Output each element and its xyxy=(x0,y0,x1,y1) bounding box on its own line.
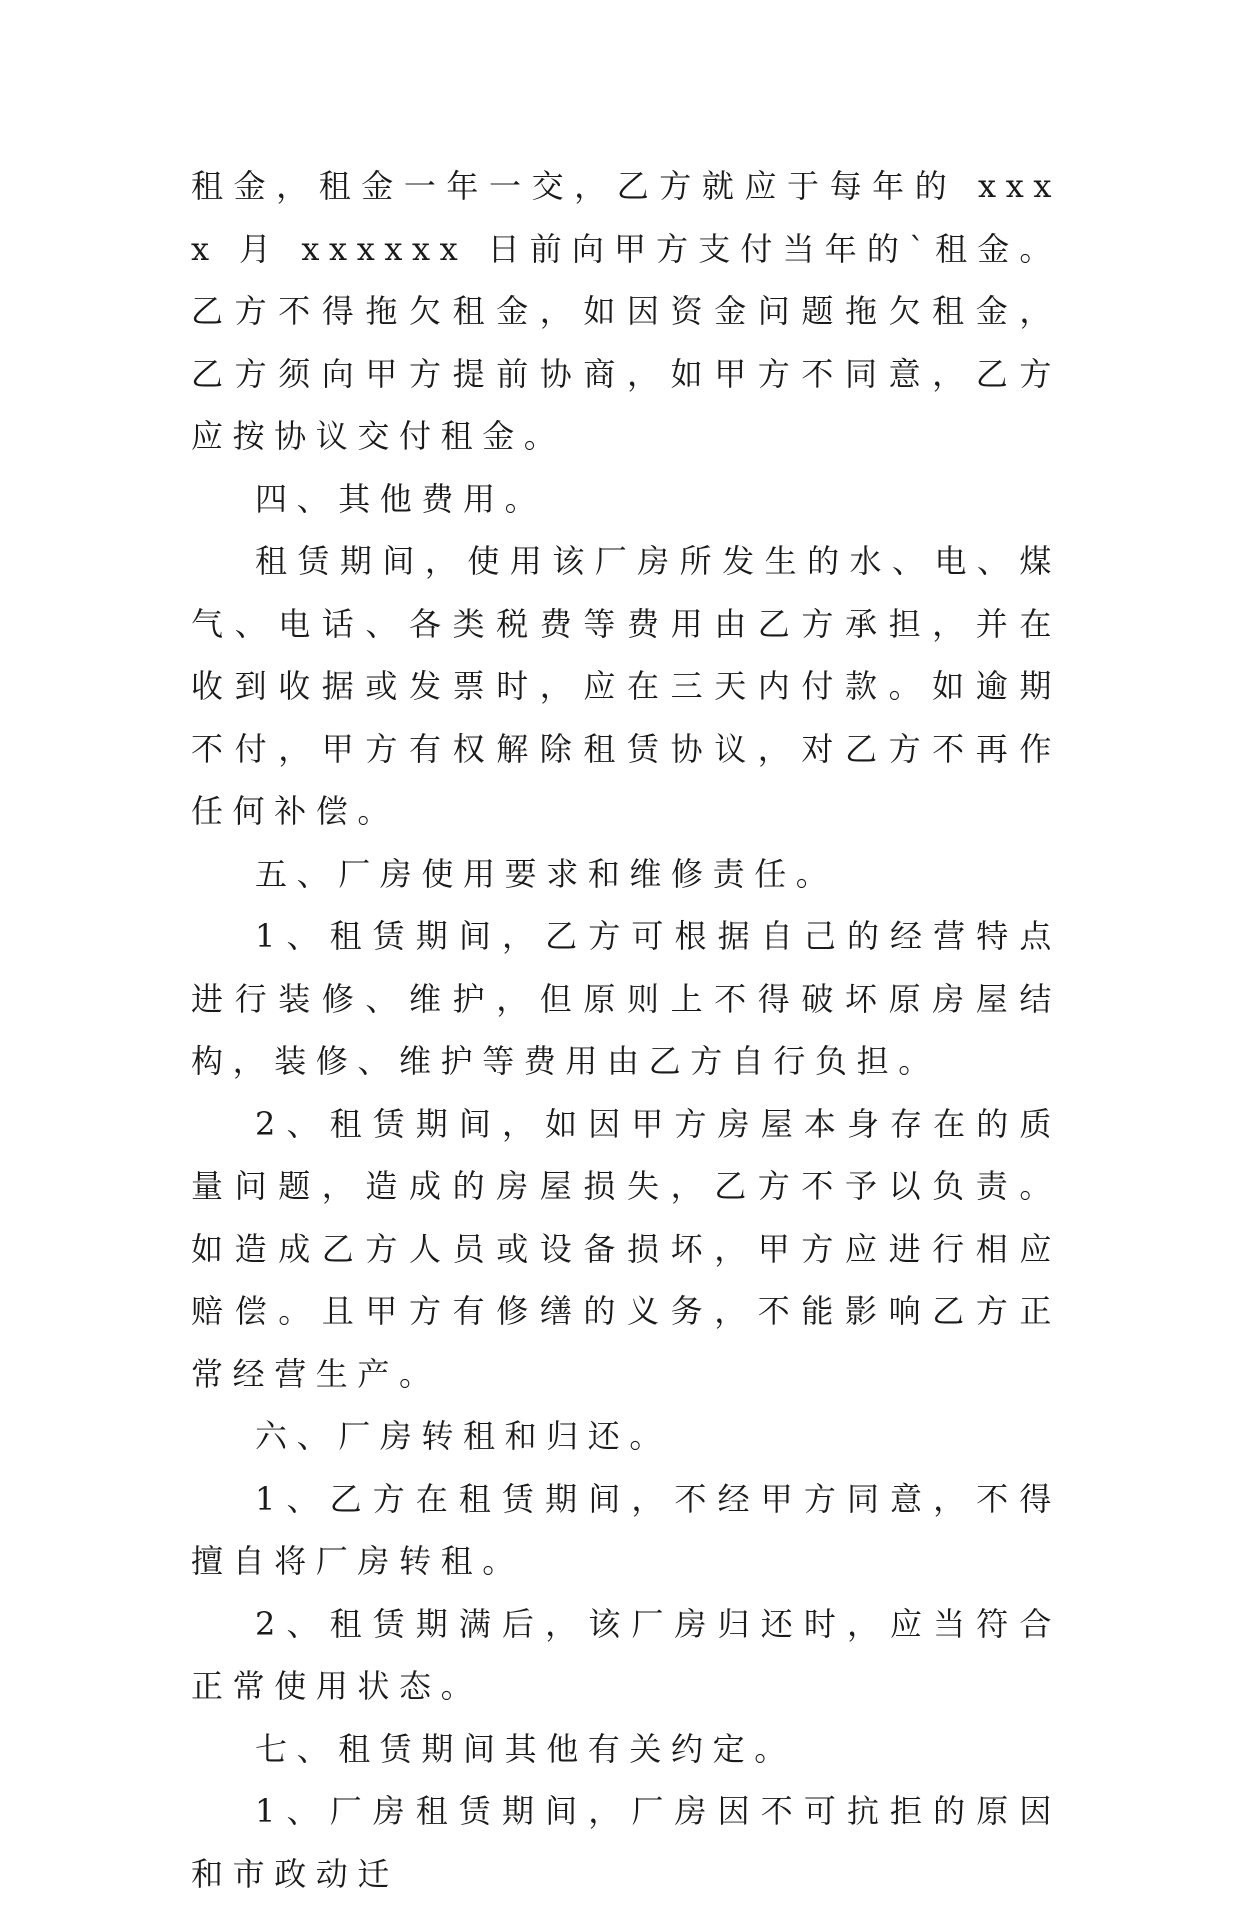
paragraph-other-fees: 租赁期间，使用该厂房所发生的水、电、煤气、电话、各类税费等费用由乙方承担，并在收到收据或发票时，应在三天内付款。如逾期不付，甲方有权解除租赁协议，对乙方不再作任何补偿。 xyxy=(191,542,1061,830)
paragraph-other-agreements-1: 1、厂房租赁期间，厂房因不可抗拒的原因和市政动迁 xyxy=(191,1792,1061,1893)
heading-other-agreements: 七、租赁期间其他有关约定。 xyxy=(255,1729,796,1768)
document-body xyxy=(191,155,1061,1905)
heading-usage-maintenance: 五、厂房使用要求和维修责任。 xyxy=(255,854,838,893)
paragraph-sublease-1: 1、乙方在租赁期间，不经甲方同意，不得擅自将厂房转租。 xyxy=(191,1479,1061,1580)
paragraph-usage-2: 2、租赁期间，如因甲方房屋本身存在的质量问题，造成的房屋损失，乙方不予以负责。如造成乙方人员或设备损坏，甲方应进行相应赔偿。且甲方有修缮的义务，不能影响乙方正常经营生产。 xyxy=(191,1104,1061,1393)
heading-sublease-return: 六、厂房转租和归还。 xyxy=(255,1417,672,1455)
heading-other-fees: 四、其他费用。 xyxy=(255,479,547,518)
paragraph-sublease-2: 2、租赁期满后，该厂房归还时，应当符合正常使用状态。 xyxy=(191,1604,1061,1705)
paragraph-rent-payment: 租金，租金一年一交，乙方就应于每年的 xxxx 月 xxxxxx 日前向甲方支付当年的`租金。乙方不得拖欠租金，如因资金问题拖欠租金，乙方须向甲方提前协商，如甲方不同意，乙方应按协议交付租金。 xyxy=(191,167,1061,455)
paragraph-usage-1: 1、租赁期间，乙方可根据自己的经营特点进行装修、维护，但原则上不得破坏原房屋结构，装修、维护等费用由乙方自行负担。 xyxy=(191,917,1061,1080)
